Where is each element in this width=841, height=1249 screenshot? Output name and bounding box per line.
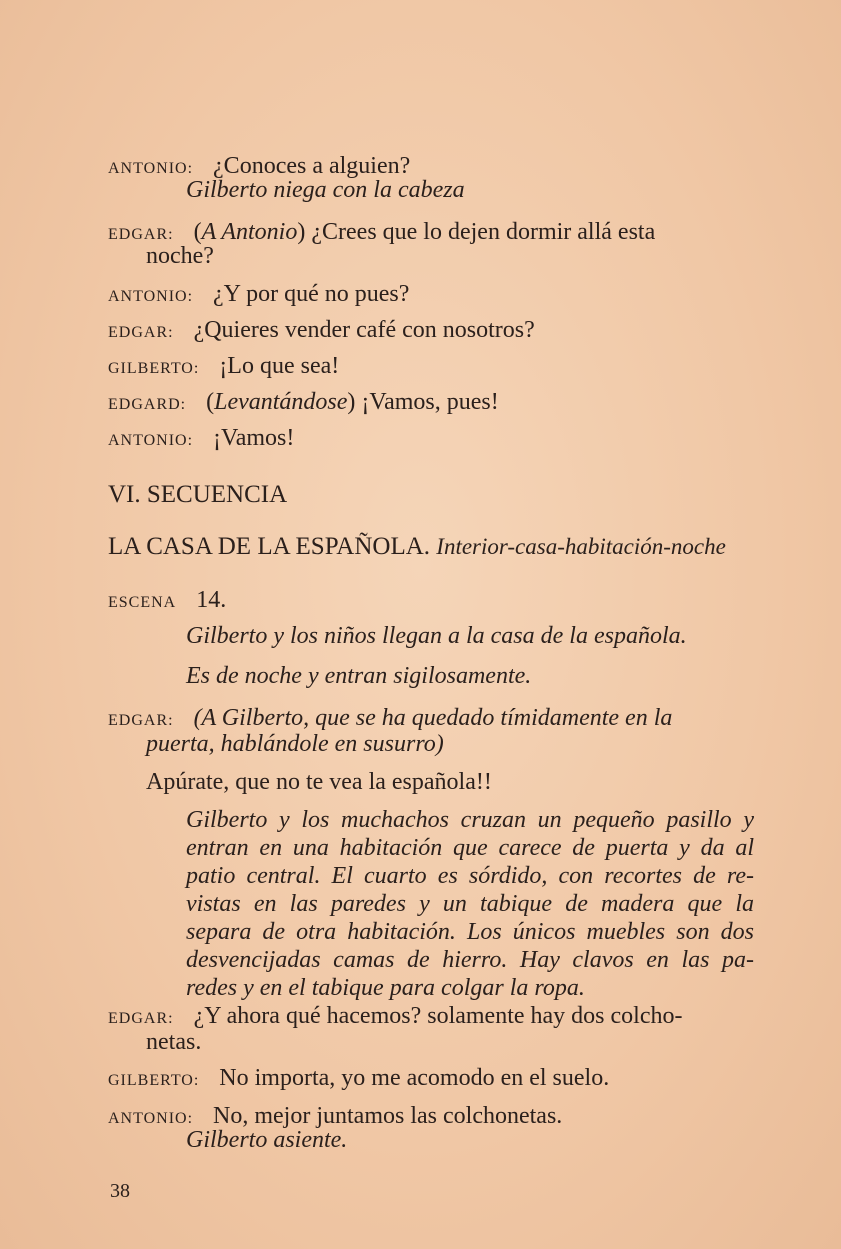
speaker-name: GILBERTO: [108, 1072, 200, 1089]
dialogue-text: No, mejor juntamos las colchonetas. [213, 1103, 563, 1129]
direction-line: redes y en el tabique para colgar la ropa. [186, 975, 585, 1001]
direction-line: desvencijadas camas de hierro. Hay clavos en las pa- [186, 947, 754, 973]
direction-line: vistas en las paredes y un tabique de madera que la [186, 891, 754, 917]
dialogue-antonio-2 [108, 280, 409, 311]
dialogue-text: ¿Y ahora qué hacemos? solamente hay dos colcho- [193, 1003, 683, 1029]
paren-open: ( [193, 219, 202, 245]
direction-line: entran en una habitación que carece de puerta y da al [186, 835, 754, 861]
dialogue-edgar-2 [108, 316, 535, 347]
dialogue-text: ¡Vamos, pues! [361, 389, 499, 415]
section-title: VI. SECUENCIA [108, 481, 288, 508]
speaker-name: EDGAR: [108, 712, 174, 729]
location-name: LA CASA DE LA ESPAÑOLA. [108, 533, 431, 560]
dialogue-text: ¿Y por qué no pues? [213, 281, 410, 307]
direction-line: patio central. El cuarto es sórdido, con recortes de re- [186, 863, 754, 889]
speaker-name: ANTONIO: [108, 1110, 194, 1127]
scene-heading [108, 586, 226, 617]
dialogue-gilberto-1 [108, 352, 339, 383]
stage-direction-1: Gilberto y los niños llegan a la casa de la española. [186, 623, 687, 649]
speaker-name: ANTONIO: [108, 432, 194, 449]
dialogue-text: ¡Vamos! [213, 425, 295, 451]
speaker-name: ANTONIO: [108, 288, 194, 305]
dialogue-gilberto-2 [108, 1064, 609, 1095]
location-detail: Interior-casa-habitación-noche [436, 534, 726, 559]
page-number: 38 [110, 1180, 130, 1202]
stage-direction-final: Gilberto asiente. [186, 1127, 348, 1153]
dialogue-text-continued: noche? [146, 243, 214, 269]
speaker-name: ANTONIO: [108, 160, 194, 177]
paren-close: ) [347, 389, 356, 415]
dialogue-text: No importa, yo me acomodo en el suelo. [219, 1065, 610, 1091]
stage-direction-2: Es de noche y entran sigilosamente. [186, 663, 532, 689]
scene-location [108, 532, 726, 562]
speaker-name: EDGAR: [108, 226, 174, 243]
dialogue-text: Apúrate, que no te vea la española!! [146, 769, 492, 795]
stage-direction-inline-continued: puerta, hablándole en susurro) [146, 731, 444, 757]
dialogue-text: ¿Crees que lo dejen dormir allá esta [311, 219, 656, 245]
scene-label: ESCENA [108, 594, 177, 611]
speaker-name: EDGARD: [108, 396, 187, 413]
speaker-name: EDGAR: [108, 1010, 174, 1027]
dialogue-text-continued: netas. [146, 1029, 202, 1055]
paren-open: ( [206, 389, 215, 415]
direction-line: Gilberto y los muchachos cruzan un pequeño pasillo y [186, 807, 754, 833]
dialogue-text: ¿Quieres vender café con nosotros? [193, 317, 535, 343]
speaker-name: GILBERTO: [108, 360, 200, 377]
stage-direction-3 [186, 806, 754, 1002]
stage-direction: Gilberto niega con la cabeza [186, 177, 465, 203]
speaker-name: EDGAR: [108, 324, 174, 341]
dialogue-edgard [108, 388, 499, 419]
dialogue-antonio-3 [108, 424, 294, 455]
paren-close: ) [297, 219, 306, 245]
stage-direction-inline: Levantándose [214, 389, 348, 415]
scene-number: 14. [196, 587, 227, 613]
dialogue-text: ¡Lo que sea! [219, 353, 340, 379]
dialogue-edgar-4 [108, 1002, 756, 1033]
stage-direction-inline: A Antonio [201, 219, 298, 245]
dialogue-text: ¿Conoces a alguien? [213, 153, 411, 179]
direction-line: separa de otra habitación. Los únicos muebles son dos [186, 919, 754, 945]
stage-direction-inline: (A Gilberto, que se ha quedado tímidamente en la [193, 705, 673, 731]
